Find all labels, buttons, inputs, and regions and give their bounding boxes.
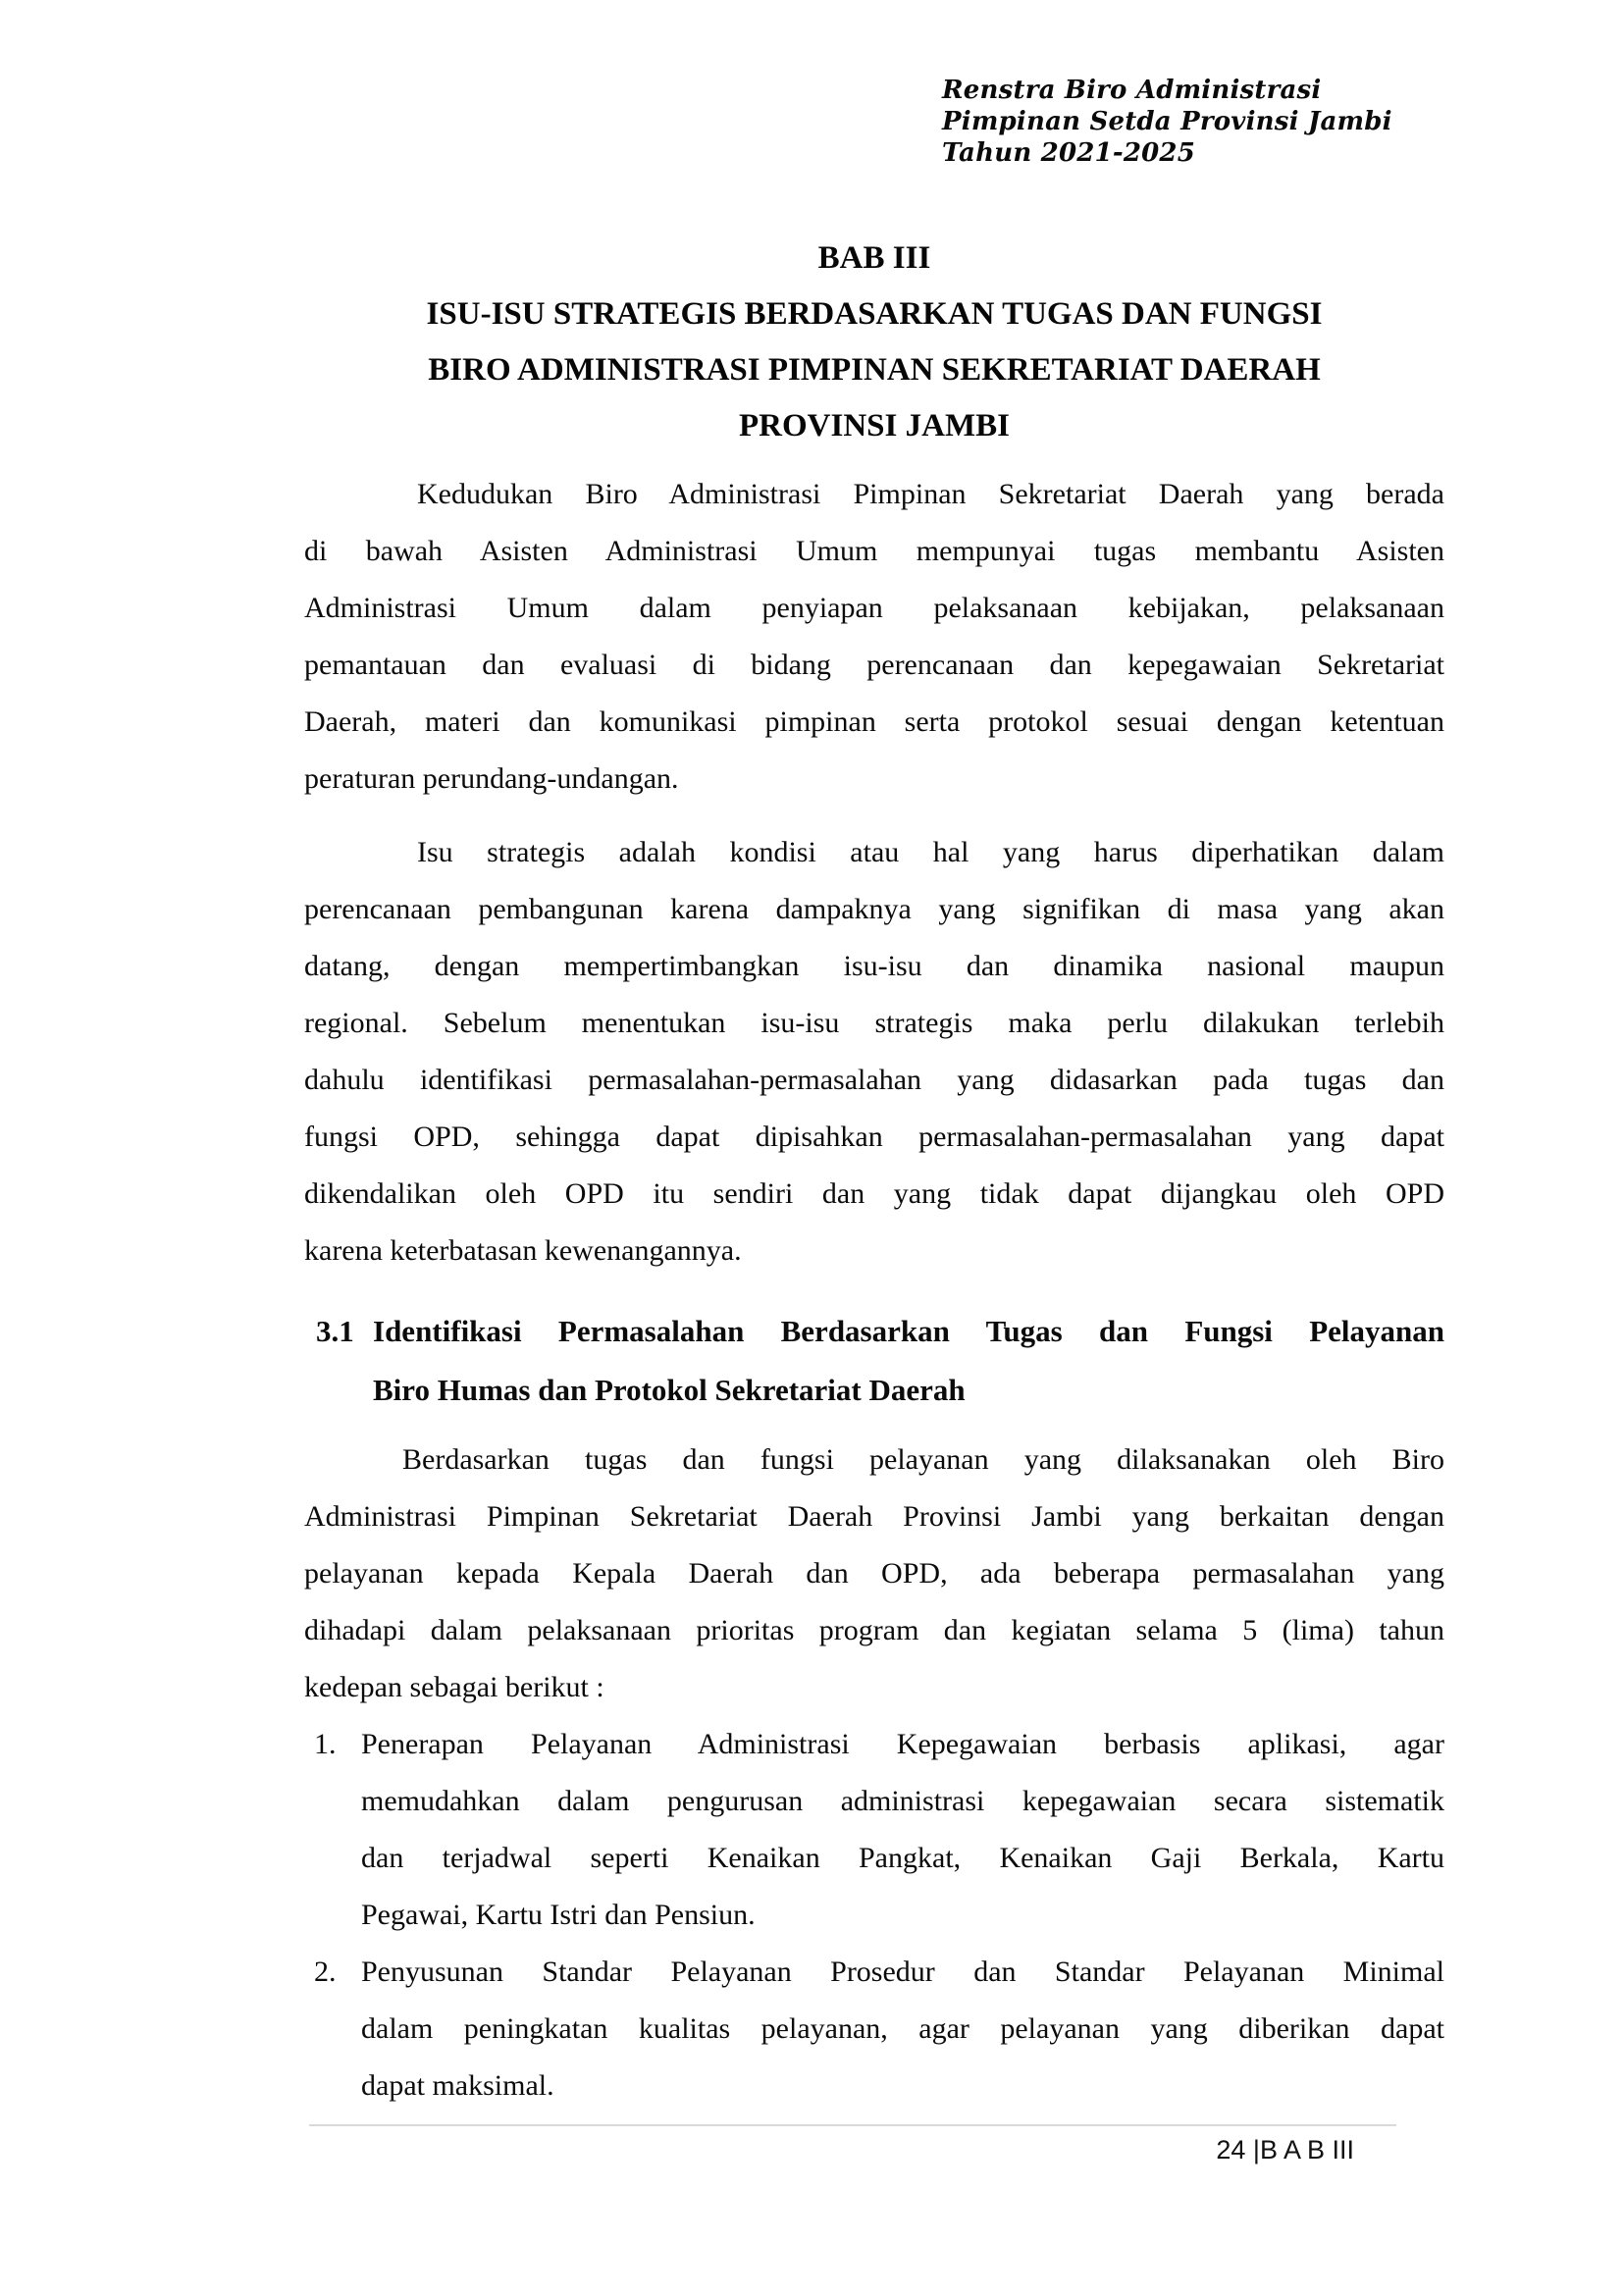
body-line: dikendalikan oleh OPD itu sendiri dan yang tidak dapat dijangkau oleh OPD	[304, 1177, 1444, 1210]
section-heading-line: Biro Humas dan Protokol Sekretariat Daerah	[373, 1373, 966, 1407]
chapter-title	[304, 231, 1444, 454]
body-line: datang, dengan mempertimbangkan isu-isu dan dinamika nasional maupun	[304, 950, 1444, 982]
body-line: karena keterbatasan kewenangannya.	[304, 1234, 742, 1267]
chapter-title-line: ISU-ISU STRATEGIS BERDASARKAN TUGAS DAN FUNGSI	[426, 296, 1323, 332]
section-heading	[304, 1302, 1444, 1420]
header-line: Renstra Biro Administrasi	[942, 76, 1322, 105]
section-heading-text	[373, 1302, 1444, 1420]
list-item-number: 2.	[314, 1956, 337, 1988]
page-number: 24 |B A B III	[1216, 2135, 1354, 2165]
body-line: Administrasi Pimpinan Sekretariat Daerah Provinsi Jambi yang berkaitan dengan	[304, 1500, 1444, 1533]
list-item-text	[361, 1716, 1444, 1944]
header-line: Pimpinan Setda Provinsi Jambi	[942, 107, 1392, 136]
body-line: dihadapi dalam pelaksanaan prioritas program dan kegiatan selama 5 (lima) tahun	[304, 1614, 1444, 1646]
body-line: regional. Sebelum menentukan isu-isu strategis maka perlu dilakukan terlebih	[304, 1007, 1444, 1039]
section-heading-line: Identifikasi Permasalahan Berdasarkan Tugas dan Fungsi Pelayanan	[373, 1314, 1444, 1348]
chapter-title-line: BAB III	[817, 240, 931, 276]
body-line: Administrasi Umum dalam penyiapan pelaksanaan kebijakan, pelaksanaan	[304, 592, 1444, 624]
body-line: Daerah, materi dan komunikasi pimpinan serta protokol sesuai dengan ketentuan	[304, 705, 1444, 738]
paragraph	[304, 466, 1444, 808]
body-line: Penerapan Pelayanan Administrasi Kepegawaian berbasis aplikasi, agar	[361, 1728, 1444, 1760]
body-line: Pegawai, Kartu Istri dan Pensiun.	[361, 1899, 756, 1931]
body-line: dalam peningkatan kualitas pelayanan, agar pelayanan yang diberikan dapat	[361, 2012, 1444, 2045]
paragraph	[304, 824, 1444, 1279]
body-line: Berdasarkan tugas dan fungsi pelayanan yang dilaksanakan oleh Biro	[402, 1443, 1444, 1476]
body-line: fungsi OPD, sehingga dapat dipisahkan permasalahan-permasalahan yang dapat	[304, 1121, 1444, 1153]
list-item	[304, 1716, 1444, 1944]
body-line: memudahkan dalam pengurusan administrasi kepegawaian secara sistematik	[361, 1785, 1444, 1817]
content-column	[304, 0, 1444, 2167]
body-line: di bawah Asisten Administrasi Umum mempunyai tugas membantu Asisten	[304, 535, 1444, 567]
paragraph	[304, 1432, 1444, 1716]
list-item	[304, 1944, 1444, 2114]
chapter-title-line: BIRO ADMINISTRASI PIMPINAN SEKRETARIAT DAERAH	[428, 352, 1321, 388]
body-line: pelayanan kepada Kepala Daerah dan OPD, ada beberapa permasalahan yang	[304, 1557, 1444, 1590]
body-line: perencanaan pembangunan karena dampaknya yang signifikan di masa yang akan	[304, 893, 1444, 925]
body-line: Kedudukan Biro Administrasi Pimpinan Sekretariat Daerah yang berada	[417, 478, 1444, 510]
footer-divider	[309, 2124, 1396, 2126]
body-line: dan terjadwal seperti Kenaikan Pangkat, Kenaikan Gaji Berkala, Kartu	[361, 1842, 1444, 1874]
section-number: 3.1	[316, 1314, 354, 1348]
body-line: dahulu identifikasi permasalahan-permasalahan yang didasarkan pada tugas dan	[304, 1064, 1444, 1096]
chapter-title-line: PROVINSI JAMBI	[739, 408, 1010, 443]
list-item-number: 1.	[314, 1728, 337, 1760]
body-line: pemantauan dan evaluasi di bidang perencanaan dan kepegawaian Sekretariat	[304, 649, 1444, 681]
body-line: peraturan perundang-undangan.	[304, 762, 679, 795]
body-line: dapat maksimal.	[361, 2069, 554, 2102]
body-line: Penyusunan Standar Pelayanan Prosedur dan Standar Pelayanan Minimal	[361, 1956, 1444, 1988]
body-line: kedepan sebagai berikut :	[304, 1671, 604, 1703]
header-line: Tahun 2021-2025	[942, 138, 1195, 168]
body-line: Isu strategis adalah kondisi atau hal yang harus diperhatikan dalam	[417, 836, 1444, 868]
list-item-text	[361, 1944, 1444, 2114]
